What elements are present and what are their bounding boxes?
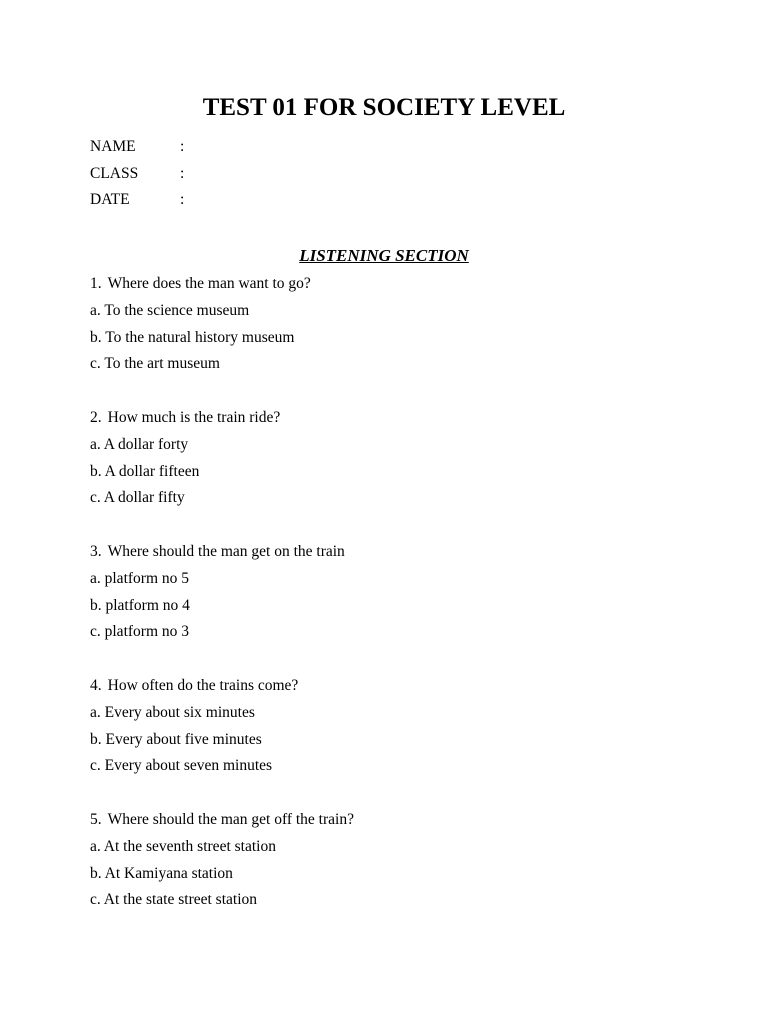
- question-prompt: How much is the train ride?: [107, 409, 281, 426]
- answer-option: a. Every about six minutes: [90, 703, 255, 721]
- info-label: NAME: [90, 138, 136, 155]
- question-text: [90, 274, 354, 301]
- question-prompt: Where should the man get off the train?: [107, 811, 354, 828]
- question-number: 4.: [90, 677, 102, 694]
- question-number: 1.: [90, 275, 102, 292]
- info-label: DATE: [90, 191, 130, 208]
- student-info-block: [90, 137, 184, 217]
- answer-option: a. At the seventh street station: [90, 837, 276, 855]
- question-prompt: Where does the man want to go?: [107, 275, 311, 292]
- answer-option: a. A dollar forty: [90, 435, 189, 453]
- question-number: 2.: [90, 409, 102, 426]
- answer-option: b. To the natural history museum: [90, 328, 295, 346]
- question-5: [90, 810, 354, 944]
- question-prompt: Where should the man get on the train: [107, 543, 345, 560]
- section-title: LISTENING SECTION: [299, 246, 469, 265]
- question-text: [90, 408, 354, 435]
- question-text: [90, 676, 354, 703]
- question-prompt: How often do the trains come?: [107, 677, 299, 694]
- answer-option: c. At the state street station: [90, 891, 258, 909]
- question-2: [90, 408, 354, 542]
- answer-option: a. To the science museum: [90, 301, 250, 319]
- answer-option: c. To the art museum: [90, 355, 220, 373]
- question-number: 5.: [90, 811, 102, 828]
- answer-option: b. A dollar fifteen: [90, 462, 200, 480]
- answer-option: c. Every about seven minutes: [90, 757, 273, 775]
- question-1: [90, 274, 354, 408]
- info-colon: :: [180, 138, 185, 155]
- info-row-date: [90, 190, 184, 217]
- info-row-name: [90, 137, 184, 164]
- question-4: [90, 676, 354, 810]
- question-3: [90, 542, 354, 676]
- info-colon: :: [180, 164, 185, 182]
- answer-option: a. platform no 5: [90, 569, 190, 587]
- answer-option: c. platform no 3: [90, 623, 190, 641]
- page-title: TEST 01 FOR SOCIETY LEVEL: [202, 94, 566, 121]
- answer-option: c. A dollar fifty: [90, 489, 185, 507]
- answer-option: b. Every about five minutes: [90, 730, 262, 748]
- info-colon: :: [180, 191, 185, 208]
- question-text: [90, 542, 354, 569]
- question-list: [90, 274, 354, 944]
- info-label: CLASS: [90, 164, 139, 182]
- info-row-class: [90, 164, 184, 191]
- question-number: 3.: [90, 543, 102, 560]
- answer-option: b. platform no 4: [90, 596, 190, 614]
- answer-option: b. At Kamiyana station: [90, 864, 233, 882]
- question-text: [90, 810, 354, 837]
